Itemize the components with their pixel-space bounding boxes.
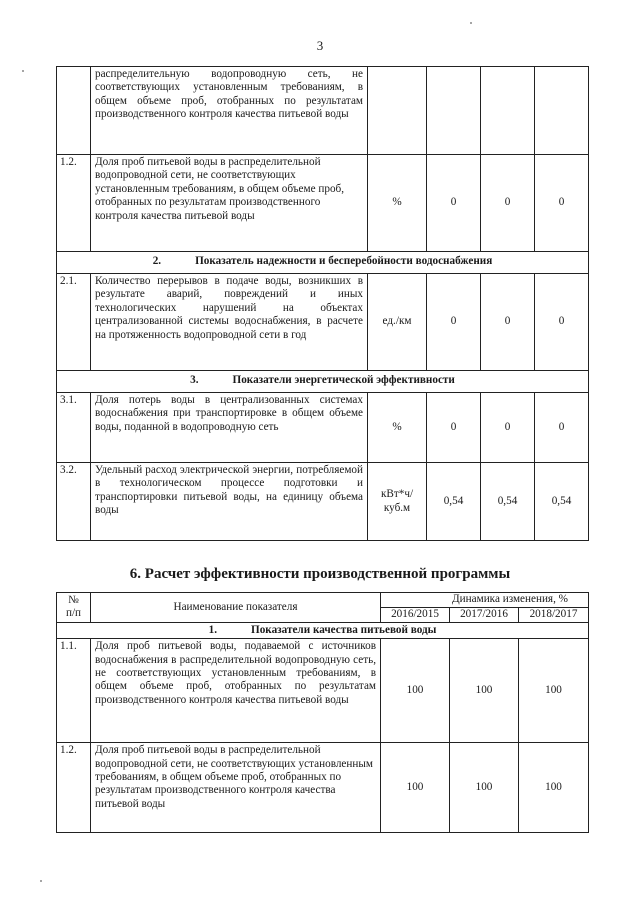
- table-row: [57, 393, 589, 463]
- section-number: 2.: [152, 255, 162, 267]
- row-number: 3.2.: [57, 463, 91, 541]
- value-cell: 0: [427, 393, 481, 463]
- page-number: 3: [316, 38, 324, 53]
- value-cell: 100: [450, 639, 519, 743]
- value-cell: [427, 67, 481, 155]
- scan-speck: [470, 22, 472, 24]
- value-cell: 0,54: [427, 463, 481, 541]
- value-cell: 0,54: [481, 463, 535, 541]
- row-number: 1.2.: [57, 155, 91, 252]
- value-cell: 0: [481, 274, 535, 371]
- unit-line: кВт*ч/: [380, 488, 414, 501]
- indicator-name: Доля проб питьевой воды в распределительной водопроводной сети, не соответствующих установленным требованиям, в общем объеме проб, отобранных по результатам производственного контроля качества питьевой воды: [91, 743, 381, 833]
- value-cell: 100: [450, 743, 519, 833]
- section-number: 1.: [208, 623, 217, 636]
- value-cell: 0: [481, 393, 535, 463]
- value-cell: 100: [381, 639, 450, 743]
- table-row: [57, 155, 589, 252]
- value-cell: 0: [427, 274, 481, 371]
- row-number: 3.1.: [57, 393, 91, 463]
- column-header-period: 2018/2017: [519, 607, 589, 622]
- table-row: [57, 463, 589, 541]
- row-number: 1.2.: [57, 743, 91, 833]
- unit-cell: %: [368, 393, 427, 463]
- section-title: [57, 371, 589, 393]
- scan-speck: [40, 880, 42, 882]
- table-row: [57, 67, 589, 155]
- section-label: Показатели качества питьевой воды: [251, 623, 437, 636]
- row-number: [57, 67, 91, 155]
- value-cell: 0: [427, 155, 481, 252]
- section-label: Показатель надежности и бесперебойности водоснабжения: [195, 255, 493, 267]
- value-cell: 0: [535, 155, 589, 252]
- table-row: [57, 743, 589, 833]
- indicator-name: Количество перерывов в подаче воды, возникших в результате аварий, повреждений и иных технологических нарушений на объектах централизованной системы водоснабжения, в расчете на протяженность водопроводной сети в год: [91, 274, 368, 371]
- row-number: 1.1.: [57, 639, 91, 743]
- section-row: [57, 622, 589, 638]
- indicator-name: Доля проб питьевой воды, подаваемой с источников водоснабжения в распределительной водопроводную сеть, не соответствующих установленным требованиям, в общем объеме проб, отобранных по результатам производственного контроля качества питьевой воды: [91, 639, 381, 743]
- efficiency-table: [56, 592, 589, 833]
- table-row: [57, 639, 589, 743]
- header-line: п/п: [65, 607, 82, 620]
- section-title: [57, 622, 589, 638]
- unit-line: куб.м: [383, 501, 411, 514]
- value-cell: 100: [519, 743, 589, 833]
- unit-cell: [368, 463, 427, 541]
- value-cell: 0: [535, 274, 589, 371]
- value-cell: 0,54: [535, 463, 589, 541]
- indicator-name: Удельный расход электрической энергии, потребляемой в технологическом процессе подготовки и транспортировки питьевой воды, на единицу объема воды: [91, 463, 368, 541]
- value-cell: 100: [519, 639, 589, 743]
- column-header-number: [57, 593, 91, 623]
- unit-cell: %: [368, 155, 427, 252]
- header-row: [57, 593, 589, 608]
- unit-cell: ед./км: [368, 274, 427, 371]
- section-label: Показатели энергетической эффективности: [232, 374, 455, 386]
- scan-speck: [22, 70, 24, 72]
- column-header-dynamics: Динамика изменения, %: [381, 593, 589, 608]
- section-title: [57, 252, 589, 274]
- section-row: [57, 371, 589, 393]
- value-cell: 0: [481, 155, 535, 252]
- value-cell: 0: [535, 393, 589, 463]
- column-header-period: 2017/2016: [450, 607, 519, 622]
- section-number: 3.: [190, 374, 199, 386]
- indicator-name: распределительную водопроводную сеть, не соответствующих установленным требованиям, в общем объеме проб, отобранных по результатам производственного контроля качества питьевой воды: [91, 67, 368, 155]
- column-header-period: 2016/2015: [381, 607, 450, 622]
- header-line: №: [68, 594, 79, 606]
- value-cell: 100: [381, 743, 450, 833]
- indicators-table: [56, 66, 589, 541]
- column-header-name: Наименование показателя: [91, 593, 381, 623]
- indicator-name: Доля проб питьевой воды в распределительной водопроводной сети, не соответствующих установленным требованиям, в общем объеме проб, отобранных по результатам производственного контроля качества питьевой воды: [91, 155, 368, 252]
- row-number: 2.1.: [57, 274, 91, 371]
- section-heading: 6. Расчет эффективности производственной программы: [129, 566, 511, 582]
- value-cell: [481, 67, 535, 155]
- unit-cell: [368, 67, 427, 155]
- section-row: [57, 252, 589, 274]
- value-cell: [535, 67, 589, 155]
- indicator-name: Доля потерь воды в централизованных системах водоснабжения при транспортировке в общем объеме воды, поданной в водопроводную сеть: [91, 393, 368, 463]
- table-row: [57, 274, 589, 371]
